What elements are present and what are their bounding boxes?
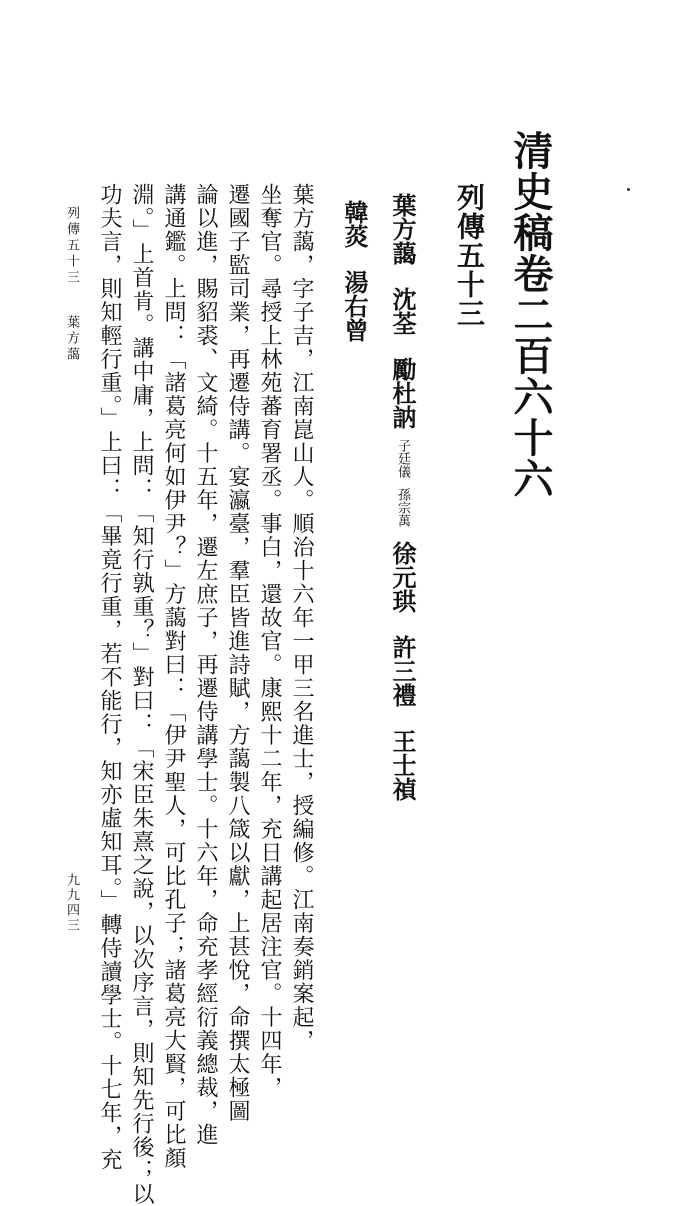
scan-speck — [627, 188, 630, 191]
book-title: 清史稿卷二百六十六 — [507, 130, 554, 499]
roster-name: 徐元珙 — [388, 541, 417, 613]
body-column: 葉方藹，字子吉，江南崑山人。順治十六年一甲三名進士，授編修。江南奏銷案起， — [289, 183, 314, 1053]
running-head: 列傳五十三 — [64, 206, 79, 286]
roster-note: 孫宗萬 — [395, 488, 410, 527]
roster-note: 子廷儀 — [395, 439, 410, 478]
page-number: 九九四三 — [64, 873, 79, 933]
running-name: 葉方藹 — [64, 315, 79, 363]
roster-name: 葉方藹 — [388, 193, 417, 265]
body-column: 論以進，賜貂裘、文綺。十五年，遷左庶子，再遷侍講學士。十六年，命充孝經衍義總裁，進 — [193, 183, 218, 1147]
roster-line-2 — [340, 200, 369, 342]
roster-line-1 — [388, 193, 417, 801]
body-column: 淵。」上首肯。講中庸，上問：「知行孰重？」對曰：「宋臣朱熹之說，以次序言，則知先行後；以 — [129, 183, 154, 1206]
chapter-title: 列傳五十三 — [453, 183, 486, 328]
roster-name: 沈荃 — [388, 287, 417, 335]
roster-name: 王士禎 — [388, 729, 417, 801]
roster-name: 許三禮 — [388, 635, 417, 707]
body-column: 講通鑑。上問：「諸葛亮何如伊尹？」方藹對曰：「伊尹聖人，可比孔子；諸葛亮大賢，可比顏 — [161, 183, 186, 1170]
body-column: 遷國子監司業，再遷侍講。宴瀛臺，羣臣皆進詩賦，方藹製八箴以獻，上甚悅，命撰太極圖 — [225, 183, 250, 1123]
roster-name: 湯右曾 — [340, 270, 369, 342]
body-column: 功夫言，則知輕行重。」上曰：「畢竟行重，若不能行，知亦虛知耳。」轉侍讀學士。十七年，充 — [97, 183, 122, 1172]
roster-name: 韓菼 — [340, 200, 369, 248]
roster-name: 勵杜訥 — [388, 357, 417, 429]
body-column: 坐奪官。尋授上林苑蕃育署丞。事白，還故官。康熙十二年，充日講起居注官。十四年， — [257, 183, 282, 1100]
